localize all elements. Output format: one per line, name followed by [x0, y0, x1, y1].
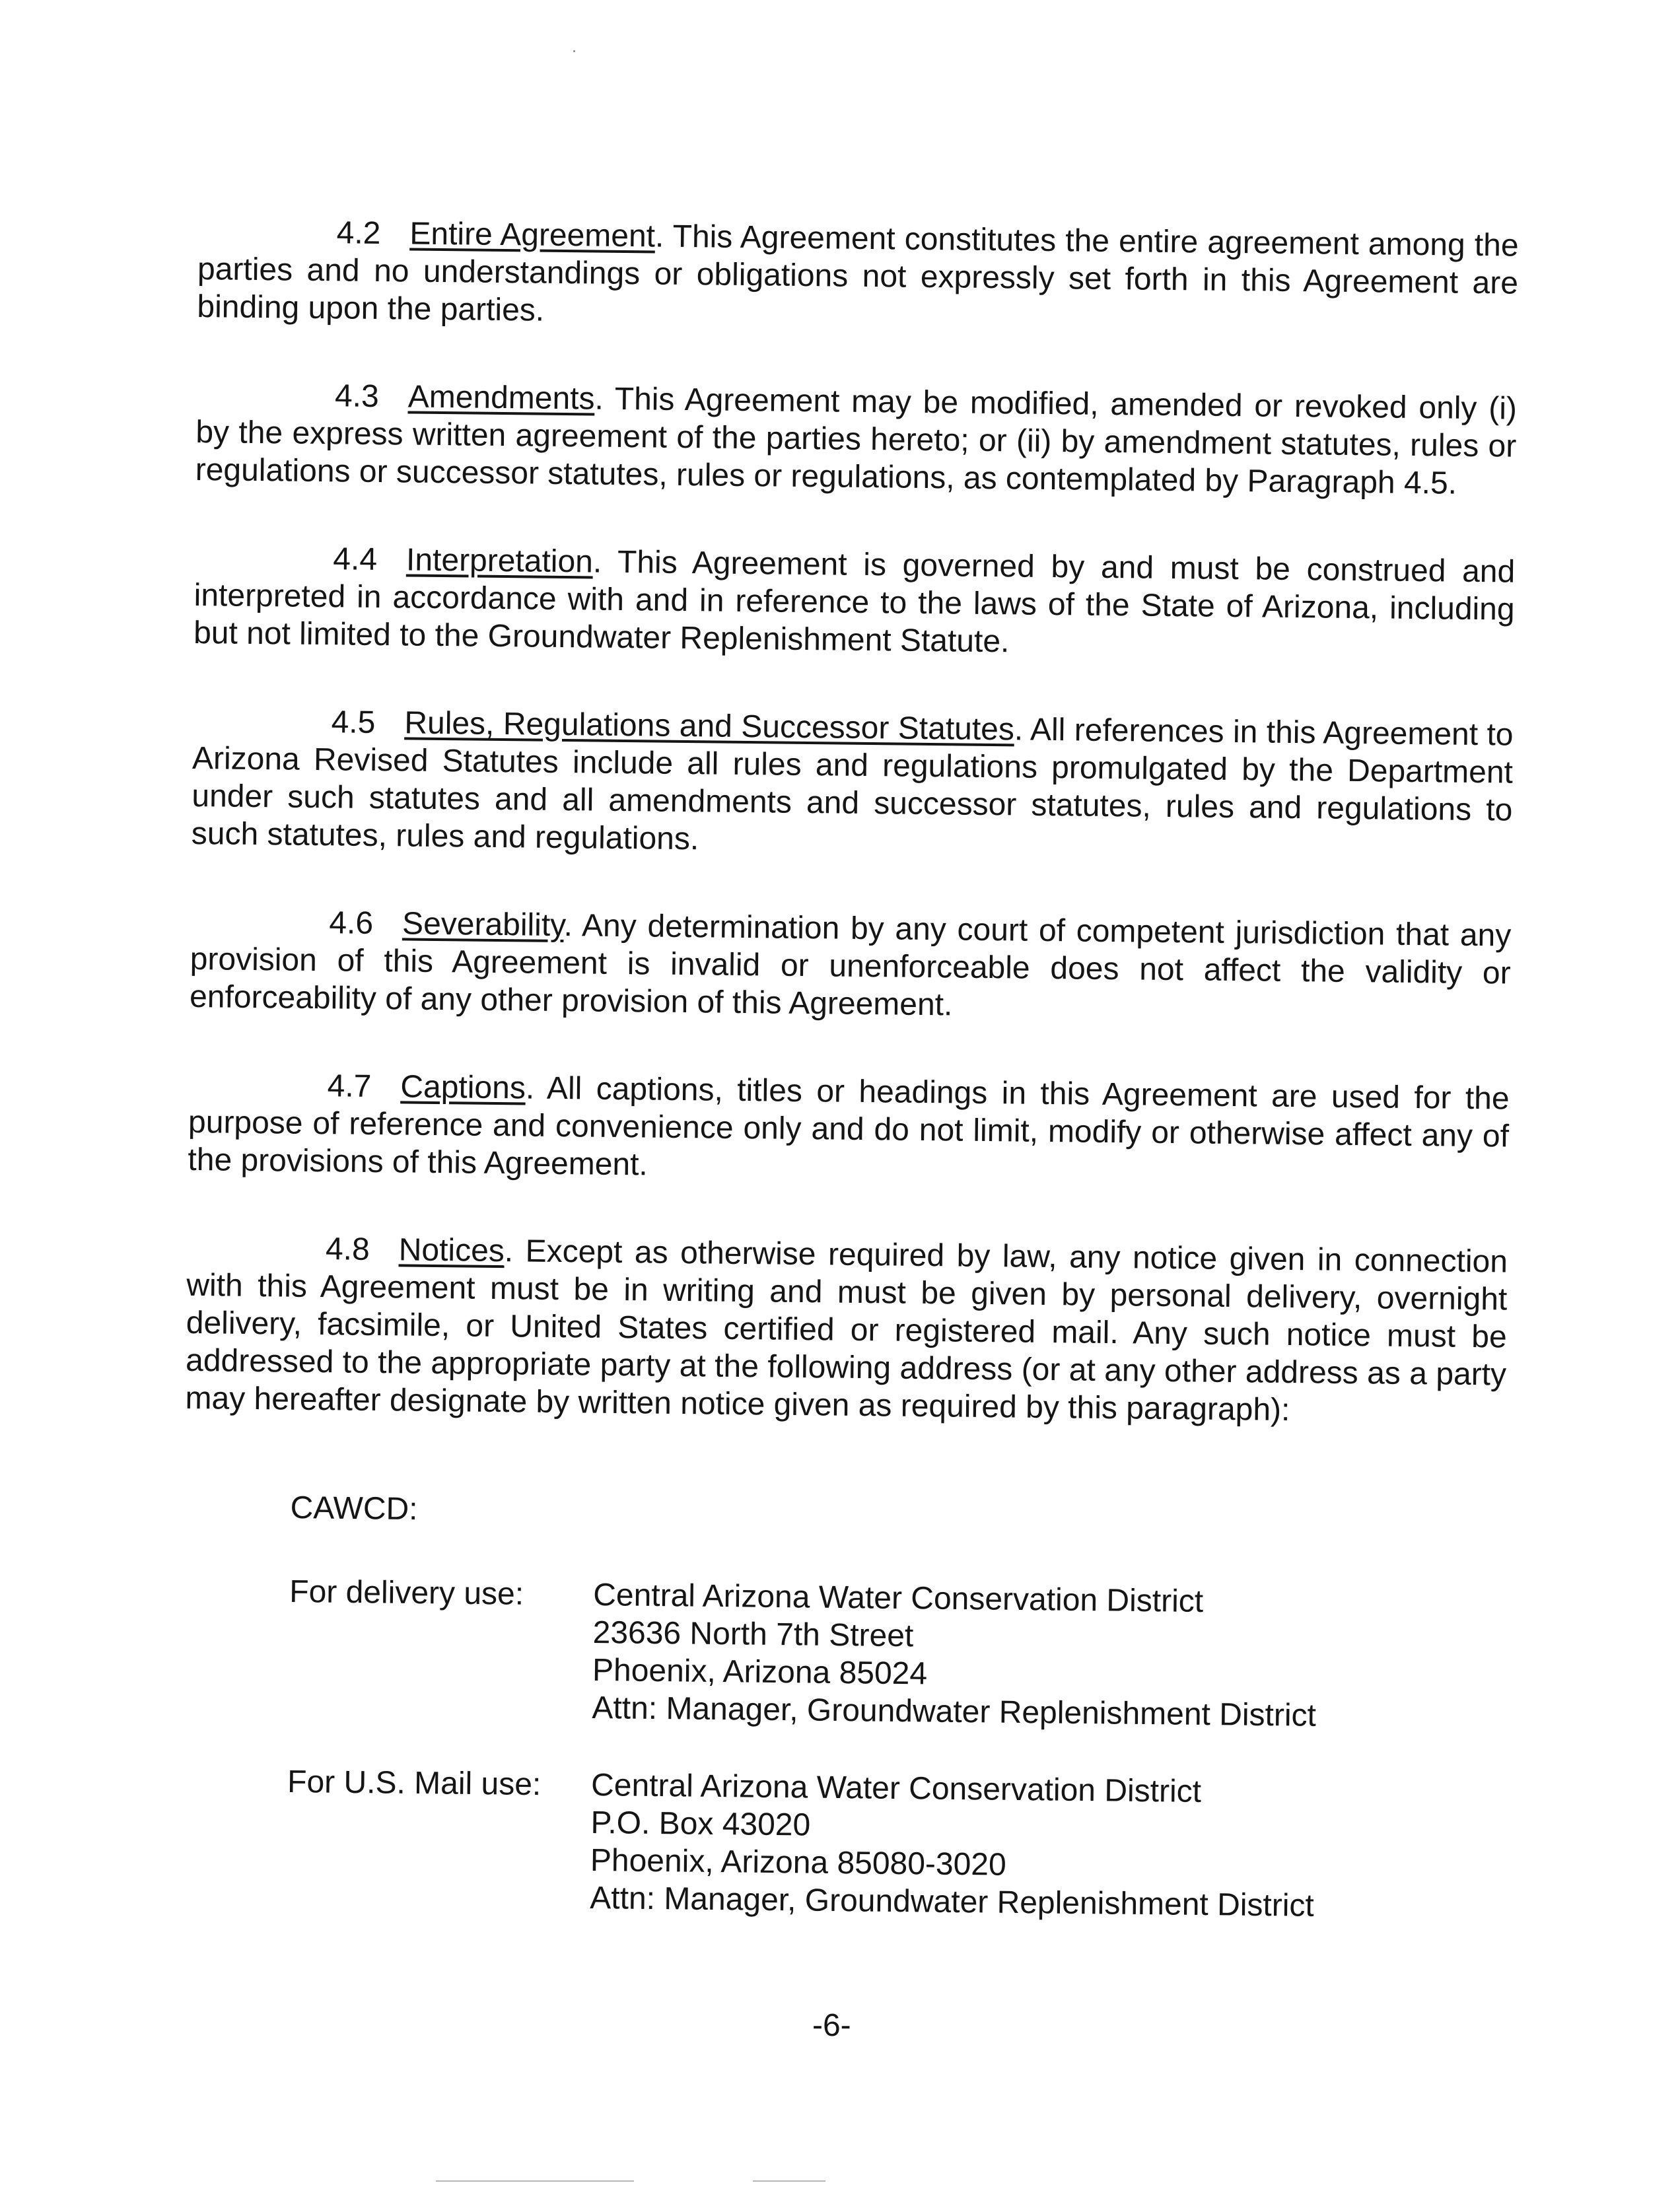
section-4-7: 4.7 Captions. All captions, titles or headings in this Agreement are used for the purpose of reference and convenience only and do not limit, modify or otherwise affect any of the provisions of this Agreement. — [188, 1066, 1510, 1193]
address-line: Attn: Manager, Groundwater Replenishment District — [590, 1880, 1315, 1924]
address-line: Phoenix, Arizona 85024 — [592, 1652, 928, 1692]
section-heading: Amendments — [407, 379, 595, 417]
section-4-5: 4.5 Rules, Regulations and Successor Statutes. All references in this Agreement to Arizona Revised Statutes include all rules and regulations promulgated by the Department under such statutes and all amendments and successor statutes, rules and regulations to such statutes, rules and regulations. — [192, 702, 1514, 867]
address-line: Attn: Manager, Groundwater Replenishment District — [592, 1690, 1317, 1733]
notice-addresses — [285, 1489, 1318, 1964]
mail-address — [286, 1763, 1315, 1925]
section-number: 4.6 — [329, 905, 374, 941]
address-lines — [592, 1576, 1317, 1735]
address-line: 23636 North 7th Street — [592, 1614, 914, 1654]
section-number: 4.4 — [333, 541, 378, 577]
section-number: 4.2 — [336, 215, 381, 251]
scan-artifact — [753, 2180, 825, 2182]
section-heading: Rules, Regulations and Successor Statutes — [404, 705, 1015, 747]
section-number: 4.3 — [334, 378, 380, 414]
address-lines — [590, 1766, 1315, 1925]
scan-speck — [573, 50, 575, 52]
section-heading: Severability — [402, 906, 564, 944]
section-number: 4.7 — [327, 1068, 372, 1104]
scan-artifact — [436, 2180, 634, 2182]
section-body: Except as otherwise required by law, any notice given in connection with this Agreement must be in writing and must be given by personal delivery, overnight delivery, facsimile, or United States certified or registered mail. Any such notice must be addressed to the appropriate party at the following address (or at any other address as a party may hereafter designate by written notice given as required by this paragraph): — [185, 1233, 1508, 1428]
section-body: Any determination by any court of competent jurisdiction that any provision of this Agreement is invalid or unenforceable does not affect the validity or enforceability of any other provision of this Agreement. — [189, 908, 1512, 1023]
section-body: This Agreement may be modified, amended or revoked only (i) by the express written agreement of the parties hereto; or (ii) by amendment statutes, rules or regulations or successor statutes, rules or regulations, as contemplated by Paragraph 4.5. — [195, 381, 1518, 501]
section-body: This Agreement constitutes the entire agreement among the parties and no understandings or obligations not expressly set forth in this Agreement are binding upon the parties. — [197, 219, 1519, 328]
delivery-address — [288, 1573, 1317, 1735]
section-body: All references in this Agreement to Arizona Revised Statutes include all rules and regulations promulgated by the Department under such statutes and all amendments and successor statutes, rules and regulations to such statutes, rules and regulations. — [191, 712, 1514, 857]
section-number: 4.8 — [325, 1232, 370, 1267]
section-heading: Captions — [400, 1069, 526, 1106]
party-name: CAWCD: — [290, 1490, 418, 1527]
section-4-2: 4.2 Entire Agreement. This Agreement constitutes the entire agreement among the parties and no understandings or obligations not expressly set forth in this Agreement are binding upon the parties. — [197, 213, 1519, 340]
address-label: For U.S. Mail use: — [287, 1764, 542, 1803]
section-heading: Notices — [398, 1232, 505, 1269]
address-line: Phoenix, Arizona 85080-3020 — [590, 1842, 1007, 1883]
section-heading: Entire Agreement — [409, 216, 656, 254]
section-4-3: 4.3 Amendments. This Agreement may be modified, amended or revoked only (i) by the express written agreement of the parties hereto; or (ii) by amendment statutes, rules or regulations or successor statutes, rules or regulations, as contemplated by Paragraph 4.5. — [195, 376, 1517, 503]
section-body: This Agreement is governed by and must be construed and interpreted in accordance with and in reference to the laws of the State of Arizona, including but not limited to the Groundwater Replenishment Statute. — [193, 544, 1516, 660]
address-line: Central Arizona Water Conservation District — [590, 1767, 1202, 1809]
address-line: P.O. Box 43020 — [590, 1805, 811, 1843]
section-4-4: 4.4 Interpretation. This Agreement is governed by and must be construed and interpreted in accordance with and in reference to the laws of the State of Arizona, including but not limited to the Groundwater Replenishment Statute. — [193, 539, 1516, 666]
agreement-sections — [184, 213, 1518, 1482]
section-number: 4.5 — [331, 705, 376, 740]
section-4-6: 4.6 Severability. Any determination by any court of competent jurisdiction that any provision of this Agreement is invalid or unenforceable does not affect the validity or enforceability of any other provision of this Agreement. — [190, 903, 1512, 1030]
address-label: For delivery use: — [289, 1574, 524, 1612]
section-heading: Interpretation — [405, 542, 594, 580]
section-4-8: 4.8 Notices. Except as otherwise required by law, any notice given in connection with this Agreement must be in writing and must be given by personal delivery, overnight delivery, facsimile, or United States certified or registered mail. Any such notice must be addressed to the appropriate party at the following address (or at any other address as a party may hereafter designate by written notice given as required by this paragraph): — [185, 1229, 1508, 1432]
address-line: Central Arizona Water Conservation District — [593, 1577, 1204, 1619]
page-number: -6- — [812, 2008, 851, 2043]
section-body: All captions, titles or headings in this Agreement are used for the purpose of reference and convenience only and do not limit, modify or otherwise affect any of the provisions of this Agreement. — [188, 1070, 1510, 1183]
